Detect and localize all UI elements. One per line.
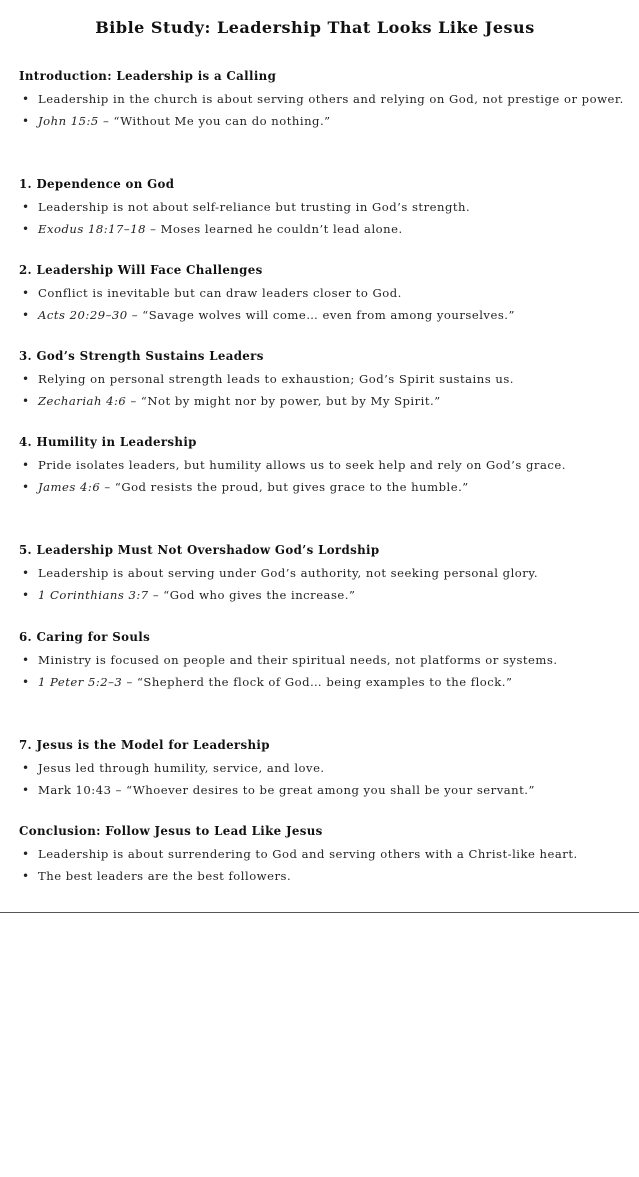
list-item bbox=[19, 197, 624, 219]
list-item bbox=[19, 305, 624, 327]
scripture-reference: 1 Peter 5:2–3 bbox=[38, 674, 123, 689]
list-item bbox=[19, 89, 624, 111]
bullet-icon: • bbox=[22, 92, 30, 106]
list-item bbox=[19, 866, 624, 888]
section-heading: 6. Caring for Souls bbox=[19, 630, 151, 644]
point-text: Conflict is inevitable but can draw leaders closer to God. bbox=[38, 286, 402, 300]
bullet-icon: • bbox=[22, 307, 30, 322]
bullet-icon: • bbox=[22, 372, 30, 386]
list-item bbox=[19, 219, 624, 241]
bullet-icon: • bbox=[22, 221, 30, 236]
point-text: Pride isolates leaders, but humility allows us to seek help and rely on God’s grace. bbox=[38, 458, 566, 472]
section-gods-lordship bbox=[19, 541, 624, 606]
bullet-icon: • bbox=[22, 587, 30, 602]
scripture-reference: Exodus 18:17–18 bbox=[38, 221, 146, 236]
section-humility bbox=[19, 433, 624, 498]
bullet-icon: • bbox=[22, 458, 30, 472]
list-item bbox=[19, 650, 624, 672]
section-heading: 2. Leadership Will Face Challenges bbox=[19, 263, 263, 277]
bullet-icon: • bbox=[22, 653, 30, 667]
list-item bbox=[19, 780, 624, 802]
section-caring-for-souls bbox=[19, 628, 624, 693]
list-item bbox=[19, 585, 624, 607]
point-text: Ministry is focused on people and their spiritual needs, not platforms or systems. bbox=[38, 653, 558, 667]
section-heading: Introduction: Leadership is a Calling bbox=[19, 69, 277, 83]
section-challenges bbox=[19, 261, 624, 326]
scripture-quote: – “Savage wolves will come… even from among yourselves.” bbox=[127, 307, 515, 322]
point-text: Leadership is about serving under God’s authority, not seeking personal glory. bbox=[38, 566, 539, 580]
bullet-icon: • bbox=[22, 847, 30, 861]
point-text: Relying on personal strength leads to exhaustion; God’s Spirit sustains us. bbox=[38, 372, 514, 386]
section-heading: 7. Jesus is the Model for Leadership bbox=[19, 738, 270, 752]
list-item bbox=[19, 455, 624, 477]
scripture-reference: Acts 20:29–30 bbox=[38, 307, 128, 322]
list-item bbox=[19, 758, 624, 780]
scripture-quote: – “Shepherd the flock of God… being examples to the flock.” bbox=[122, 674, 513, 689]
list-item bbox=[19, 111, 624, 133]
scripture-reference: Mark 10:43 bbox=[38, 782, 112, 797]
list-item bbox=[19, 391, 624, 413]
bullet-icon: • bbox=[22, 479, 30, 494]
scripture-quote: – “Whoever desires to be great among you shall be your servant.” bbox=[111, 782, 535, 797]
section-heading: 4. Humility in Leadership bbox=[19, 435, 197, 449]
scripture-quote: – “God resists the proud, but gives grace to the humble.” bbox=[100, 479, 469, 494]
scripture-quote: – Moses learned he couldn’t lead alone. bbox=[145, 221, 403, 236]
scripture-reference: 1 Corinthians 3:7 bbox=[38, 587, 149, 602]
bullet-icon: • bbox=[22, 113, 30, 128]
bullet-icon: • bbox=[22, 393, 30, 408]
section-heading: 3. God’s Strength Sustains Leaders bbox=[19, 349, 264, 363]
scripture-quote: – “Without Me you can do nothing.” bbox=[98, 113, 331, 128]
bullet-icon: • bbox=[22, 761, 30, 775]
bullet-icon: • bbox=[22, 200, 30, 214]
page-title: Bible Study: Leadership That Looks Like Jesus bbox=[95, 18, 535, 37]
section-jesus-model bbox=[19, 736, 624, 801]
scripture-reference: John 15:5 bbox=[38, 113, 99, 128]
list-item bbox=[19, 477, 624, 499]
closing-text: The best leaders are the best followers. bbox=[38, 868, 292, 883]
section-gods-strength bbox=[19, 347, 624, 412]
scripture-quote: – “God who gives the increase.” bbox=[148, 587, 356, 602]
bullet-icon: • bbox=[22, 868, 30, 883]
bullet-icon: • bbox=[22, 566, 30, 580]
scripture-quote: – “Not by might nor by power, but by My Spirit.” bbox=[126, 393, 441, 408]
point-text: Jesus led through humility, service, and love. bbox=[38, 761, 325, 775]
point-text: Leadership is about surrendering to God and serving others with a Christ-like heart. bbox=[38, 847, 578, 861]
list-item bbox=[19, 844, 624, 866]
point-text: Leadership in the church is about serving others and relying on God, not prestige or power. bbox=[38, 92, 624, 106]
bullet-icon: • bbox=[22, 782, 30, 797]
scripture-reference: James 4:6 bbox=[38, 479, 101, 494]
list-item bbox=[19, 283, 624, 305]
section-heading: 1. Dependence on God bbox=[19, 177, 175, 191]
list-item bbox=[19, 672, 624, 694]
section-introduction bbox=[19, 67, 624, 132]
section-conclusion bbox=[19, 822, 624, 887]
bullet-icon: • bbox=[22, 286, 30, 300]
section-dependence-on-god bbox=[19, 175, 624, 240]
bullet-icon: • bbox=[22, 674, 30, 689]
section-heading: 5. Leadership Must Not Overshadow God’s Lordship bbox=[19, 543, 380, 557]
list-item bbox=[19, 563, 624, 585]
list-item bbox=[19, 369, 624, 391]
point-text: Leadership is not about self-reliance but trusting in God’s strength. bbox=[38, 200, 471, 214]
scripture-reference: Zechariah 4:6 bbox=[38, 393, 127, 408]
section-heading: Conclusion: Follow Jesus to Lead Like Jesus bbox=[19, 824, 323, 838]
